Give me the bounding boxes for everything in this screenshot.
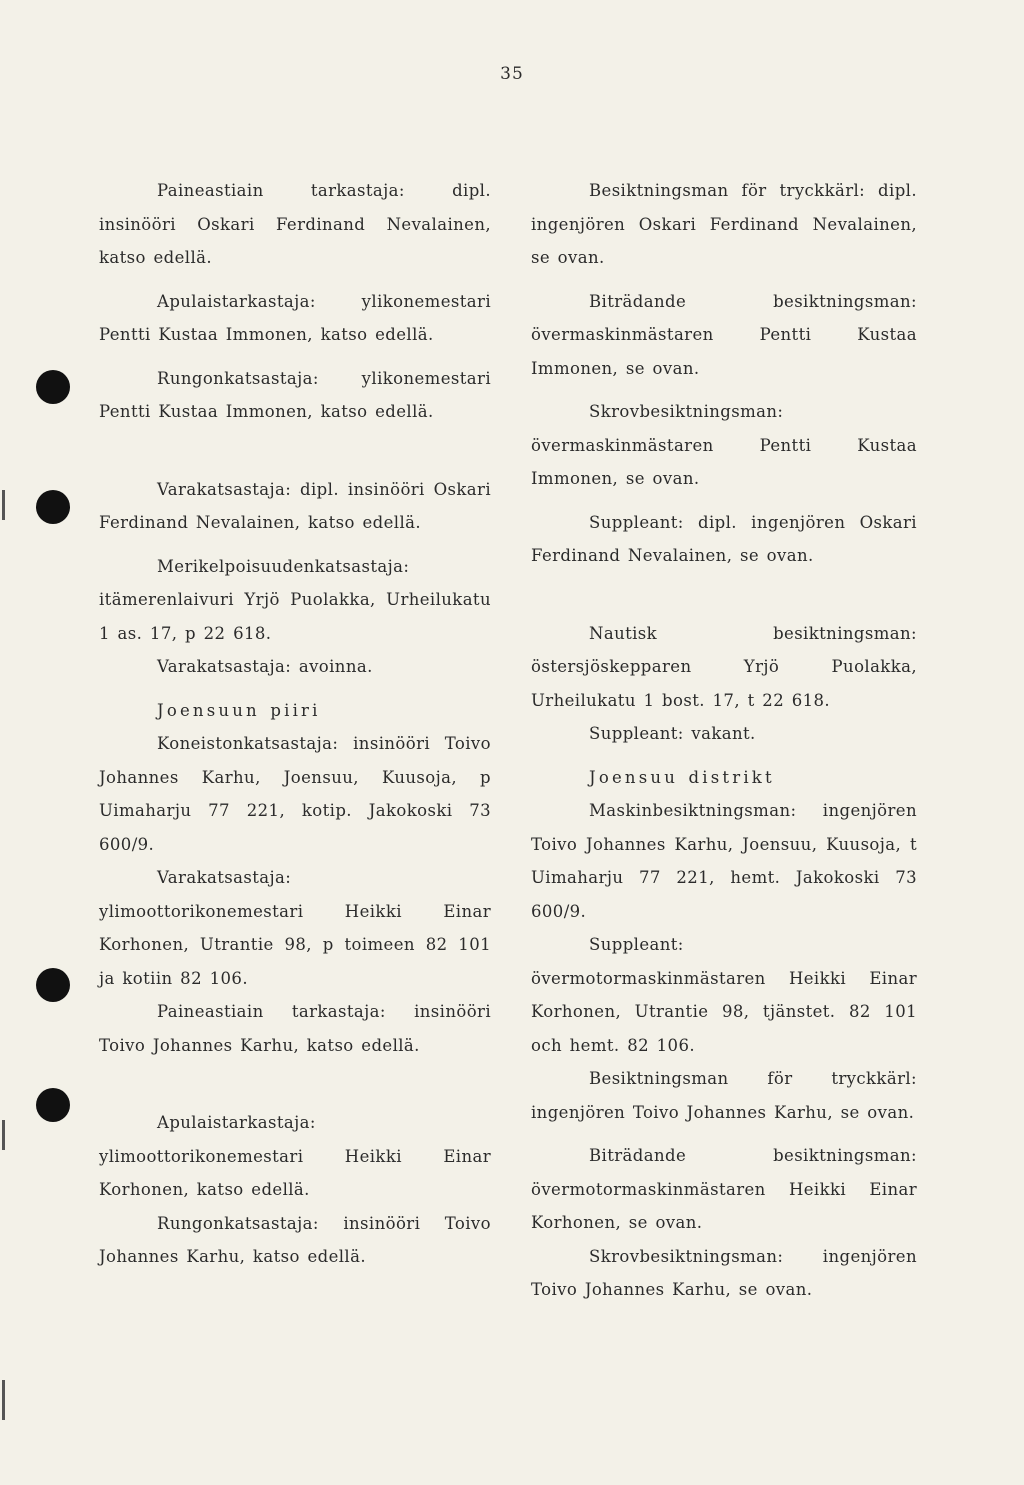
paragraph: Rungonkatsastaja: insinööri Toivo Johannes Karhu, katso edellä. — [99, 1213, 491, 1266]
binder-hole — [36, 490, 70, 524]
paragraph: Varakatsastaja: ylimoottorikonemestari Heikki Einar Korhonen, Utrantie 98, p toimeen 82 101 ja kotiin 82 106. — [99, 868, 491, 988]
paragraph: Suppleant: dipl. ingenjören Oskari Ferdinand Nevalainen, se ovan. — [531, 512, 917, 565]
paragraph: Besiktningsman för tryckkärl: ingenjören Toivo Johannes Karhu, se ovan. — [531, 1069, 917, 1122]
binder-hole — [36, 370, 70, 404]
paragraph: Rungonkatsastaja: ylikonemestari Pentti Kustaa Immonen, katso edellä. — [99, 368, 491, 421]
paragraph: Biträdande besiktningsman: övermaskinmästaren Pentti Kustaa Immonen, se ovan. — [531, 291, 917, 378]
binder-hole — [36, 968, 70, 1002]
section-heading: Joensuun piiri — [157, 700, 321, 720]
paragraph: Paineastiain tarkastaja: dipl. insinööri Oskari Ferdinand Nevalainen, katso edellä. — [99, 181, 491, 267]
paragraph: Nautisk besiktningsman: östersjöskepparen Yrjö Puolakka, Urheilukatu 1 bost. 17, t 22 618. — [531, 623, 917, 710]
paragraph: Suppleant: vakant. — [589, 724, 756, 743]
paragraph: Apulaistarkastaja: ylimoottorikonemestari Heikki Einar Korhonen, katso edellä. — [99, 1113, 491, 1199]
scan-edge-mark — [2, 1120, 5, 1150]
page-number: 35 — [500, 64, 524, 84]
binder-hole — [36, 1088, 70, 1122]
paragraph: Maskinbesiktningsman: ingenjören Toivo Johannes Karhu, Joensuu, Kuusoja, t Uimaharju 77 221, hemt. Jakokoski 73 600/9. — [531, 801, 917, 921]
paragraph: Biträdande besiktningsman: övermotormaskinmästaren Heikki Einar Korhonen, se ovan. — [531, 1146, 917, 1232]
paragraph: Koneistonkatsastaja: insinööri Toivo Johannes Karhu, Joensuu, Kuusoja, p Uimaharju 77 221, kotip. Jakokoski 73 600/9. — [99, 734, 491, 854]
scan-edge-mark — [2, 490, 5, 520]
paragraph: Paineastiain tarkastaja: insinööri Toivo Johannes Karhu, katso edellä. — [99, 1002, 491, 1055]
paragraph: Skrovbesiktningsman: ingenjören Toivo Johannes Karhu, se ovan. — [531, 1246, 917, 1299]
section-heading: Joensuu distrikt — [589, 767, 775, 787]
paragraph: Skrovbesiktningsman: övermaskinmästaren Pentti Kustaa Immonen, se ovan. — [531, 402, 917, 488]
paragraph: Apulaistarkastaja: ylikonemestari Pentti Kustaa Immonen, katso edellä. — [99, 291, 491, 344]
paragraph: Suppleant: övermotormaskinmästaren Heikki Einar Korhonen, Utrantie 98, tjänstet. 82 101 och hemt. 82 106. — [531, 935, 917, 1055]
paragraph: Merikelpoisuudenkatsastaja: itämerenlaivuri Yrjö Puolakka, Urheilukatu 1 as. 17, p 22 618. — [99, 556, 491, 643]
scan-edge-mark — [2, 1380, 5, 1420]
paragraph: Varakatsastaja: avoinna. — [157, 657, 373, 676]
paragraph: Besiktningsman för tryckkärl: dipl. ingenjören Oskari Ferdinand Nevalainen, se ovan. — [531, 181, 917, 267]
paragraph: Varakatsastaja: dipl. insinööri Oskari Ferdinand Nevalainen, katso edellä. — [99, 479, 491, 532]
swedish-column — [531, 174, 917, 1307]
finnish-column — [99, 174, 491, 1274]
